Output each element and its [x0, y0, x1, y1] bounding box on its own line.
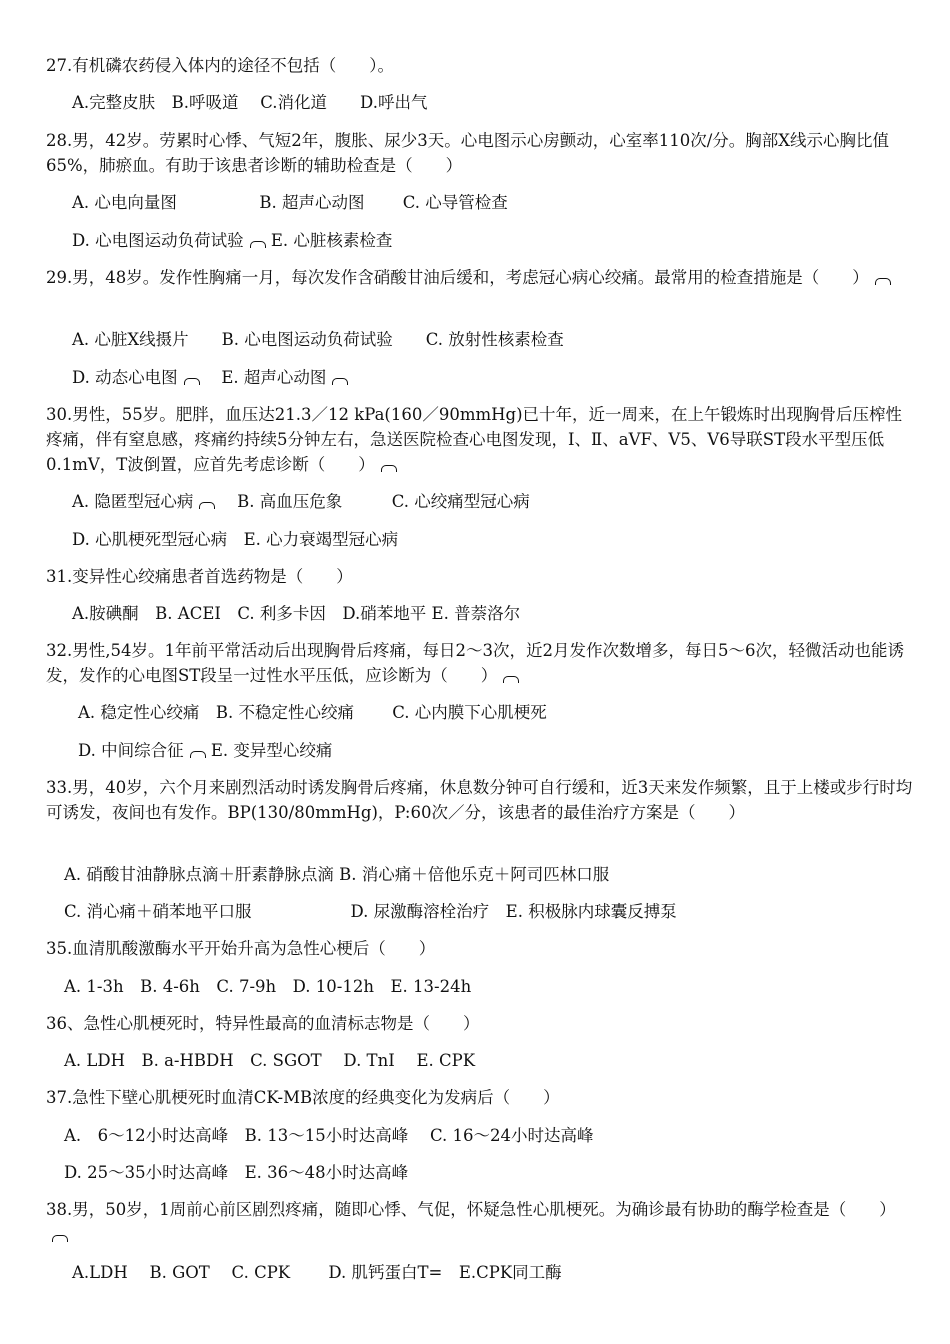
question-29-options-row1: A. 心脏X线摄片 B. 心电图运动负荷试验 C. 放射性核素检查	[72, 330, 564, 349]
question-29-text: 29.男，48岁。发作性胸痛一月，每次发作含硝酸甘油后缓和，考虑冠心病心绞痛。最常用的检查措施是（ ）	[46, 268, 869, 287]
question-37-options-row1: A. 6～12小时达高峰 B. 13～15小时达高峰 C. 16～24小时达高峰	[64, 1126, 594, 1145]
line-break-mark-icon	[190, 751, 206, 758]
line-break-mark-icon	[875, 278, 891, 285]
question-28: 28.男，42岁。劳累时心悸、气短2年，腹胀、尿少3天。心电图示心房颤动，心室率110次/分。胸部X线示心胸比值65%，肺瘀血。有助于该患者诊断的辅助检查是（ ）	[46, 131, 890, 175]
question-35: 35.血清肌酸激酶水平开始升高为急性心梗后（ ）	[46, 939, 436, 958]
question-38	[46, 1197, 916, 1247]
question-35-options: A. 1-3h B. 4-6h C. 7-9h D. 10-12h E. 13-24h	[64, 977, 472, 996]
question-27-options: A.完整皮肤 B.呼吸道 C.消化道 D.呼出气	[72, 93, 428, 112]
question-28-options-row2	[72, 228, 392, 253]
question-32-option-e: E. 变异型心绞痛	[210, 741, 333, 760]
question-31-options: A.胺碘酮 B. ACEI C. 利多卡因 D.硝苯地平 E. 普萘洛尔	[72, 604, 521, 623]
question-30-option-bc: B. 高血压危象 C. 心绞痛型冠心病	[237, 492, 530, 511]
question-28-options-row1: A. 心电向量图 B. 超声心动图 C. 心导管检查	[72, 193, 508, 212]
question-33-options-row1: A. 硝酸甘油静脉点滴＋肝素静脉点滴 B. 消心痛＋倍他乐克＋阿司匹林口服	[64, 865, 610, 884]
question-29-option-e: E. 超声心动图	[221, 368, 327, 387]
line-break-mark-icon	[332, 378, 348, 385]
question-28-option-d: D. 心电图运动负荷试验	[72, 231, 244, 250]
question-29-options-row2	[72, 365, 348, 390]
question-37: 37.急性下壁心肌梗死时血清CK-MB浓度的经典变化为发病后（ ）	[46, 1088, 560, 1107]
line-break-mark-icon	[52, 1235, 68, 1242]
line-break-mark-icon	[381, 465, 397, 472]
question-32-options-row1: A. 稳定性心绞痛 B. 不稳定性心绞痛 C. 心内膜下心肌梗死	[78, 703, 547, 722]
question-37-options-row2: D. 25～35小时达高峰 E. 36～48小时达高峰	[64, 1163, 409, 1182]
question-33-options-row2: C. 消心痛＋硝苯地平口服 D. 尿激酶溶栓治疗 E. 积极脉内球囊反搏泵	[64, 902, 677, 921]
question-31: 31.变异性心绞痛患者首选药物是（ ）	[46, 567, 353, 586]
question-30-text: 30.男性，55岁。肥胖，血压达21.3／12 kPa(160／90mmHg)已十年，近一周来，在上午锻炼时出现胸骨后压榨性疼痛，伴有窒息感，疼痛约持续5分钟左右，急送医院检查心电图发现，Ⅰ、Ⅱ、aVF、V5、V6导联ST段水平型压低0.1mV，T波倒置，应首先考虑诊断（ ）	[46, 405, 903, 474]
question-38-text: 38.男，50岁，1周前心前区剧烈疼痛，随即心悸、气促，怀疑急性心肌梗死。为确诊最有协助的酶学检查是（ ）	[46, 1200, 896, 1219]
question-32	[46, 638, 916, 688]
question-29	[46, 265, 916, 290]
question-30-options-row1	[72, 489, 530, 514]
question-28-option-e: E. 心脏核素检查	[270, 231, 393, 250]
question-32-text: 32.男性,54岁。1年前平常活动后出现胸骨后疼痛，每日2～3次，近2月发作次数增多，每日5～6次，轻微活动也能诱发，发作的心电图ST段呈一过性水平压低，应诊断为（ ）	[46, 641, 904, 685]
line-break-mark-icon	[503, 676, 519, 683]
question-38-options: A.LDH B. GOT C. CPK D. 肌钙蛋白T= E.CPK同工酶	[72, 1263, 562, 1282]
question-32-options-row2	[78, 738, 332, 763]
line-break-mark-icon	[199, 502, 215, 509]
line-break-mark-icon	[184, 378, 200, 385]
question-33: 33.男，40岁，六个月来剧烈活动时诱发胸骨后疼痛，休息数分钟可自行缓和，近3天来发作频繁，且于上楼或步行时均可诱发，夜间也有发作。BP(130/80mmHg)，P:60次／分，该患者的最佳治疗方案是（ ）	[46, 778, 913, 822]
question-32-option-d: D. 中间综合征	[78, 741, 184, 760]
question-30	[46, 402, 916, 477]
question-30-option-a: A. 隐匿型冠心病	[72, 492, 194, 511]
line-break-mark-icon	[250, 241, 266, 248]
question-36: 36、急性心肌梗死时，特异性最高的血清标志物是（ ）	[46, 1014, 480, 1033]
question-27: 27.有机磷农药侵入体内的途径不包括（ ）。	[46, 56, 394, 75]
question-29-option-d: D. 动态心电图	[72, 368, 178, 387]
question-36-options: A. LDH B. a-HBDH C. SGOT D. TnI E. CPK	[64, 1051, 476, 1070]
question-30-options-row2: D. 心肌梗死型冠心病 E. 心力衰竭型冠心病	[72, 530, 399, 549]
